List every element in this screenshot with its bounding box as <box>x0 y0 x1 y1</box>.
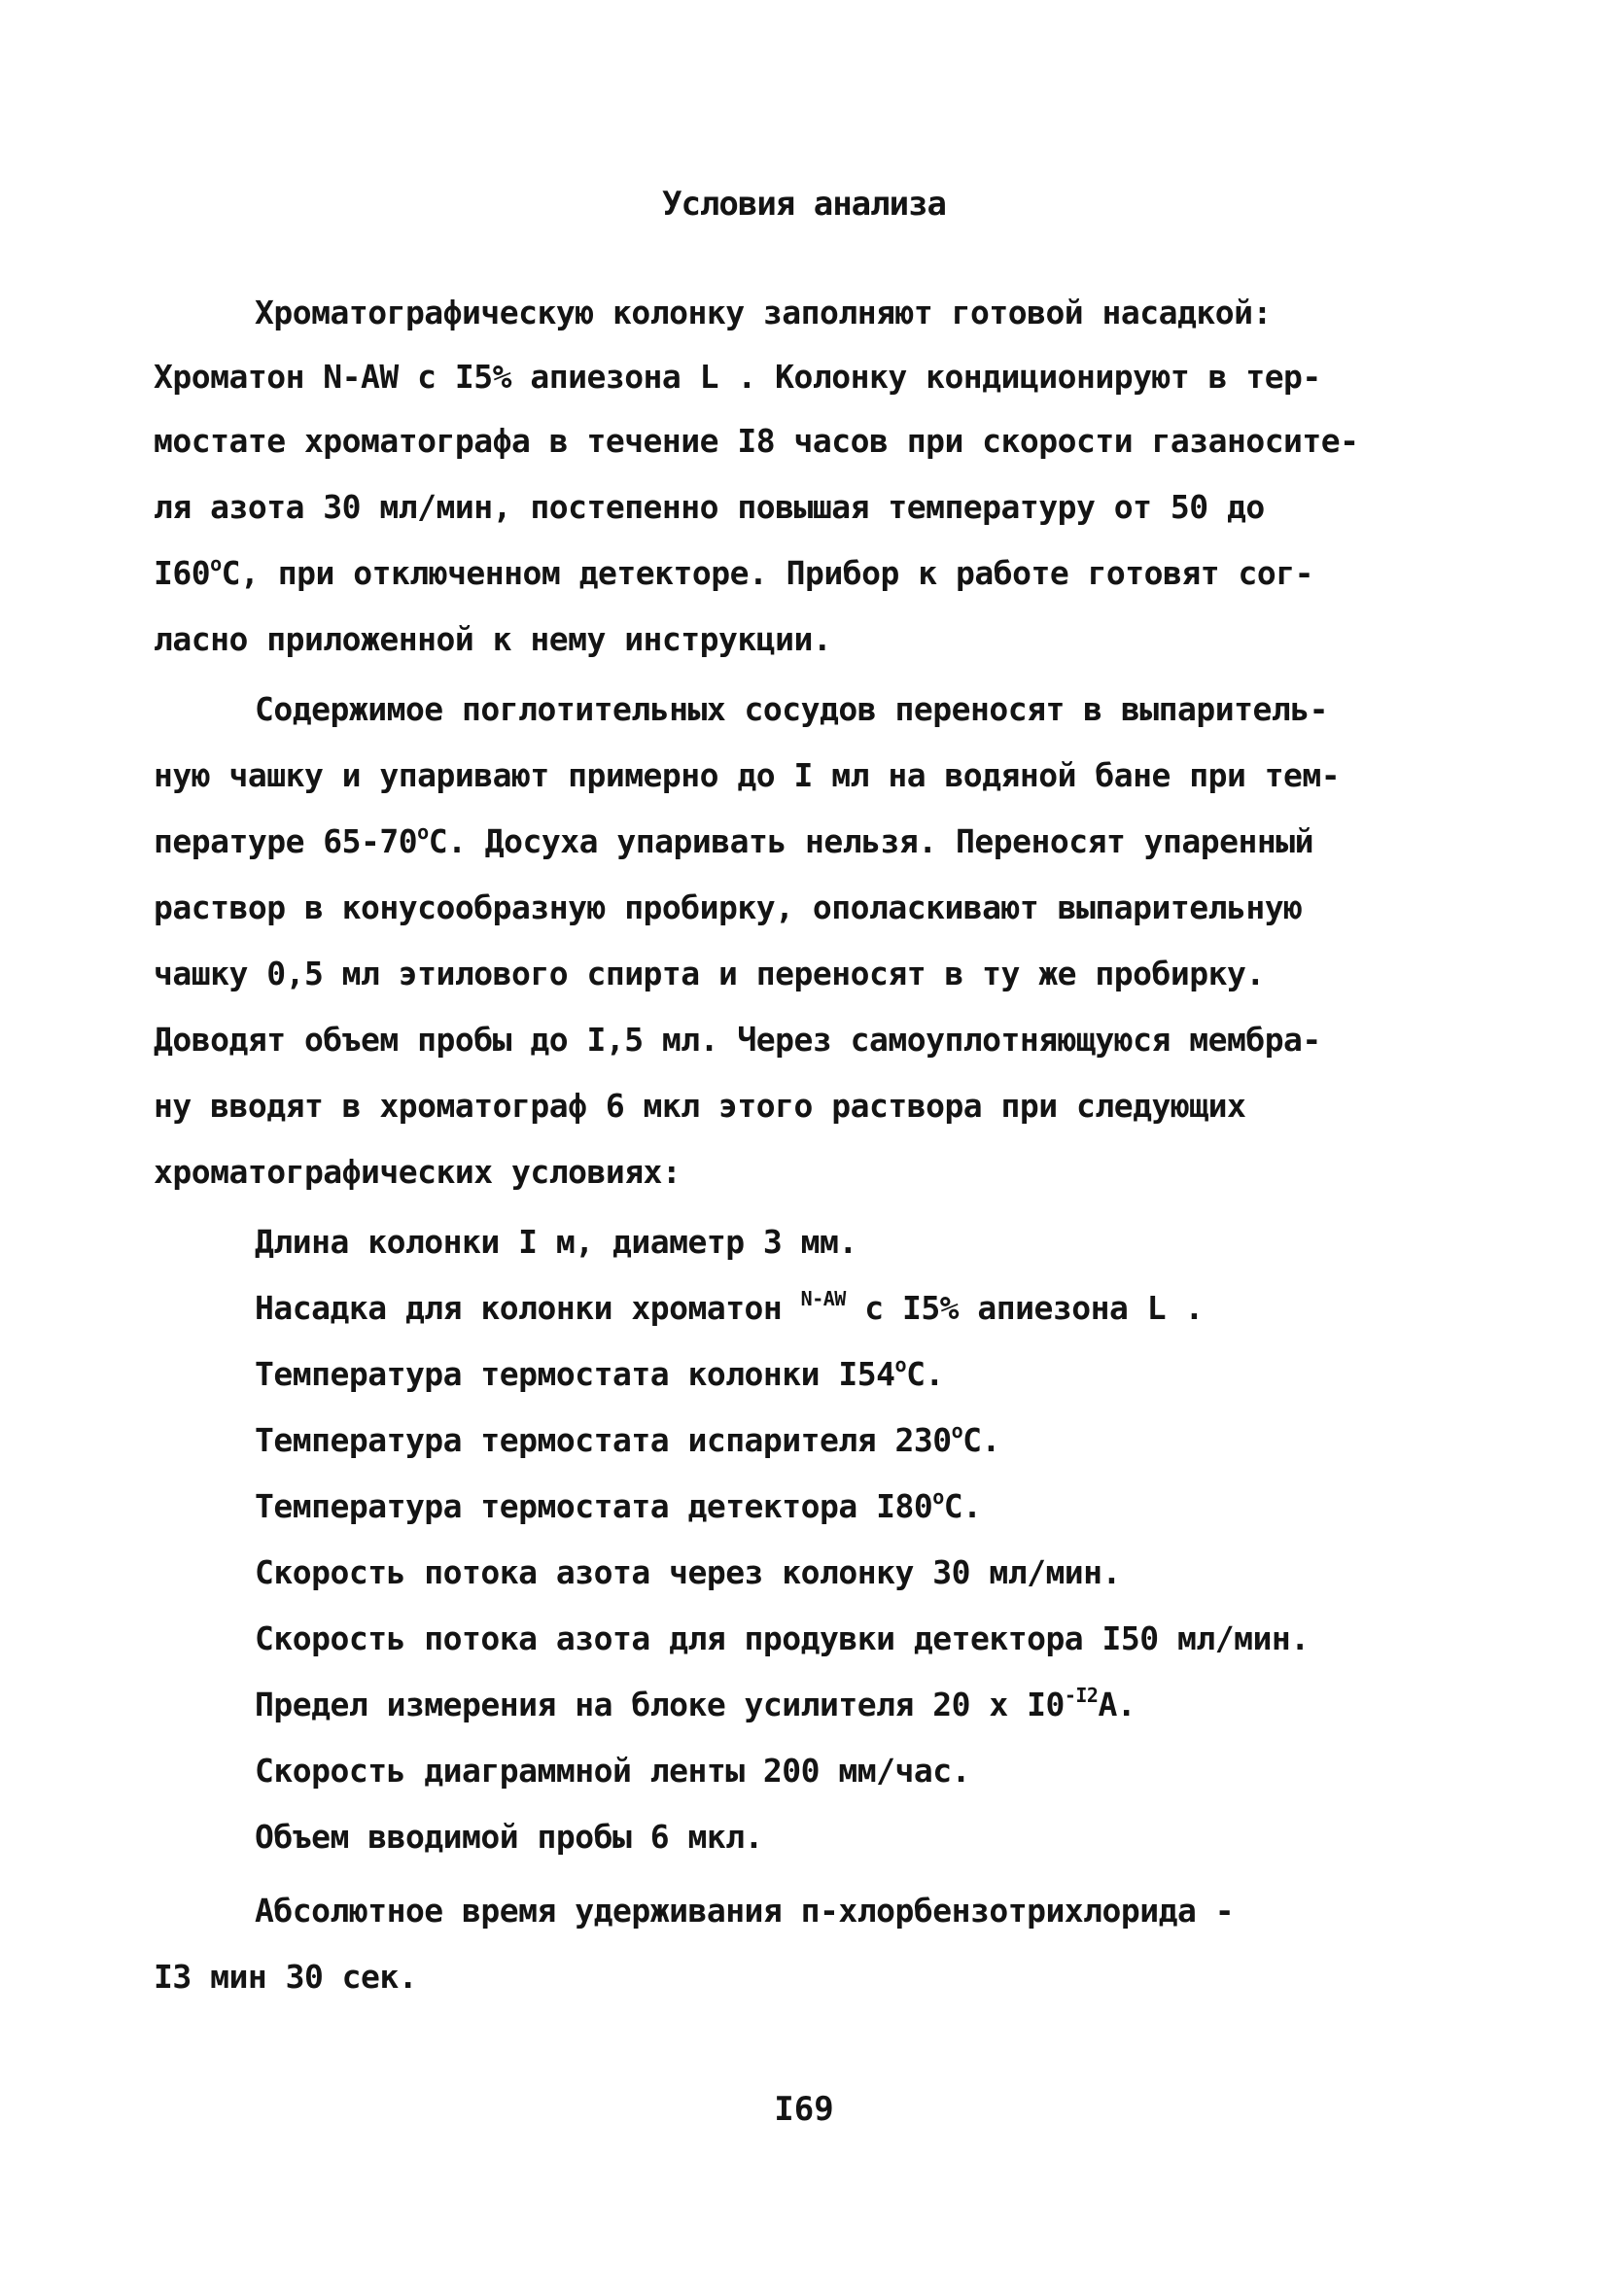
p3-line-2: I3 мин 30 сек. <box>154 1958 418 1996</box>
p1-line-5: I60$^o$C, при отключенном детекторе. Прибор к работе готовят сог- <box>154 552 1313 592</box>
p1-line-2: Хроматон N-AW с I5% апиезона L . Колонку кондиционируют в тер- <box>154 358 1321 396</box>
p2-line-7: ну вводят в хроматограф 6 мкл этого раствора при следующих <box>154 1087 1246 1125</box>
degree-sign: o <box>894 1353 907 1376</box>
condition-column-temp: Температура термостата колонки I54$^o$C. <box>255 1353 944 1393</box>
degree-sign: o <box>210 552 222 575</box>
p2-line-8: хроматографических условиях: <box>154 1153 682 1191</box>
p1-line-3: мостате хроматографа в течение I8 часов при скорости газаносите- <box>154 422 1359 460</box>
p1-line-6: ласно приложенной к нему инструкции. <box>154 620 832 658</box>
section-heading: Условия анализа <box>661 185 947 224</box>
p3-line-1: Абсолютное время удерживания п-хлорбензотрихлорида - <box>255 1892 1235 1930</box>
p2-line-4: раствор в конусообразную пробирку, ополаскивают выпарительную <box>154 888 1303 926</box>
condition-chart-speed: Скорость диаграммной ленты 200 мм/час. <box>255 1752 970 1790</box>
p2-line-6: Доводят объем пробы до I,5 мл. Через самоуплотняющуюся мембра- <box>154 1021 1321 1059</box>
condition-packing: Насадка для колонки хроматон $^{N-AW}$ с I5% апиезона L . <box>255 1287 1204 1327</box>
degree-sign: o <box>932 1485 944 1509</box>
p2-line-1: Содержимое поглотительных сосудов переносят в выпаритель- <box>255 690 1328 728</box>
condition-measurement-limit: Предел измерения на блоке усилителя 20 x $I0^{-I2}A$. <box>255 1684 1136 1723</box>
condition-nitrogen-flow: Скорость потока азота через колонку 30 мл/мин. <box>255 1553 1121 1591</box>
p2-line-2: ную чашку и упаривают примерно до I мл на водяной бане при тем- <box>154 756 1341 794</box>
condition-column-size: Длина колонки I м, диаметр 3 мм. <box>255 1223 857 1261</box>
p2-line-3: пературе 65-70$^o$C. Досуха упаривать нельзя. Переносят упаренный <box>154 820 1313 860</box>
p1-line-4: ля азота 30 мл/мин, постепенно повышая температуру от 50 до <box>154 488 1265 526</box>
page-number: I69 <box>774 2090 834 2129</box>
p1-line-1: Хроматографическую колонку заполняют готовой насадкой: <box>255 294 1272 331</box>
condition-detector-purge: Скорость потока азота для продувки детектора I50 мл/мин. <box>255 1619 1310 1657</box>
condition-evaporator-temp: Температура термостата испарителя 230$^o$C. <box>255 1419 1000 1459</box>
degree-sign: o <box>417 820 429 844</box>
condition-detector-temp: Температура термостата детектора I80$^o$C. <box>255 1485 982 1525</box>
condition-sample-volume: Объем вводимой пробы 6 мкл. <box>255 1818 763 1856</box>
p2-line-5: чашку 0,5 мл этилового спирта и переносят в ту же пробирку. <box>154 955 1265 992</box>
degree-sign: o <box>951 1419 963 1443</box>
